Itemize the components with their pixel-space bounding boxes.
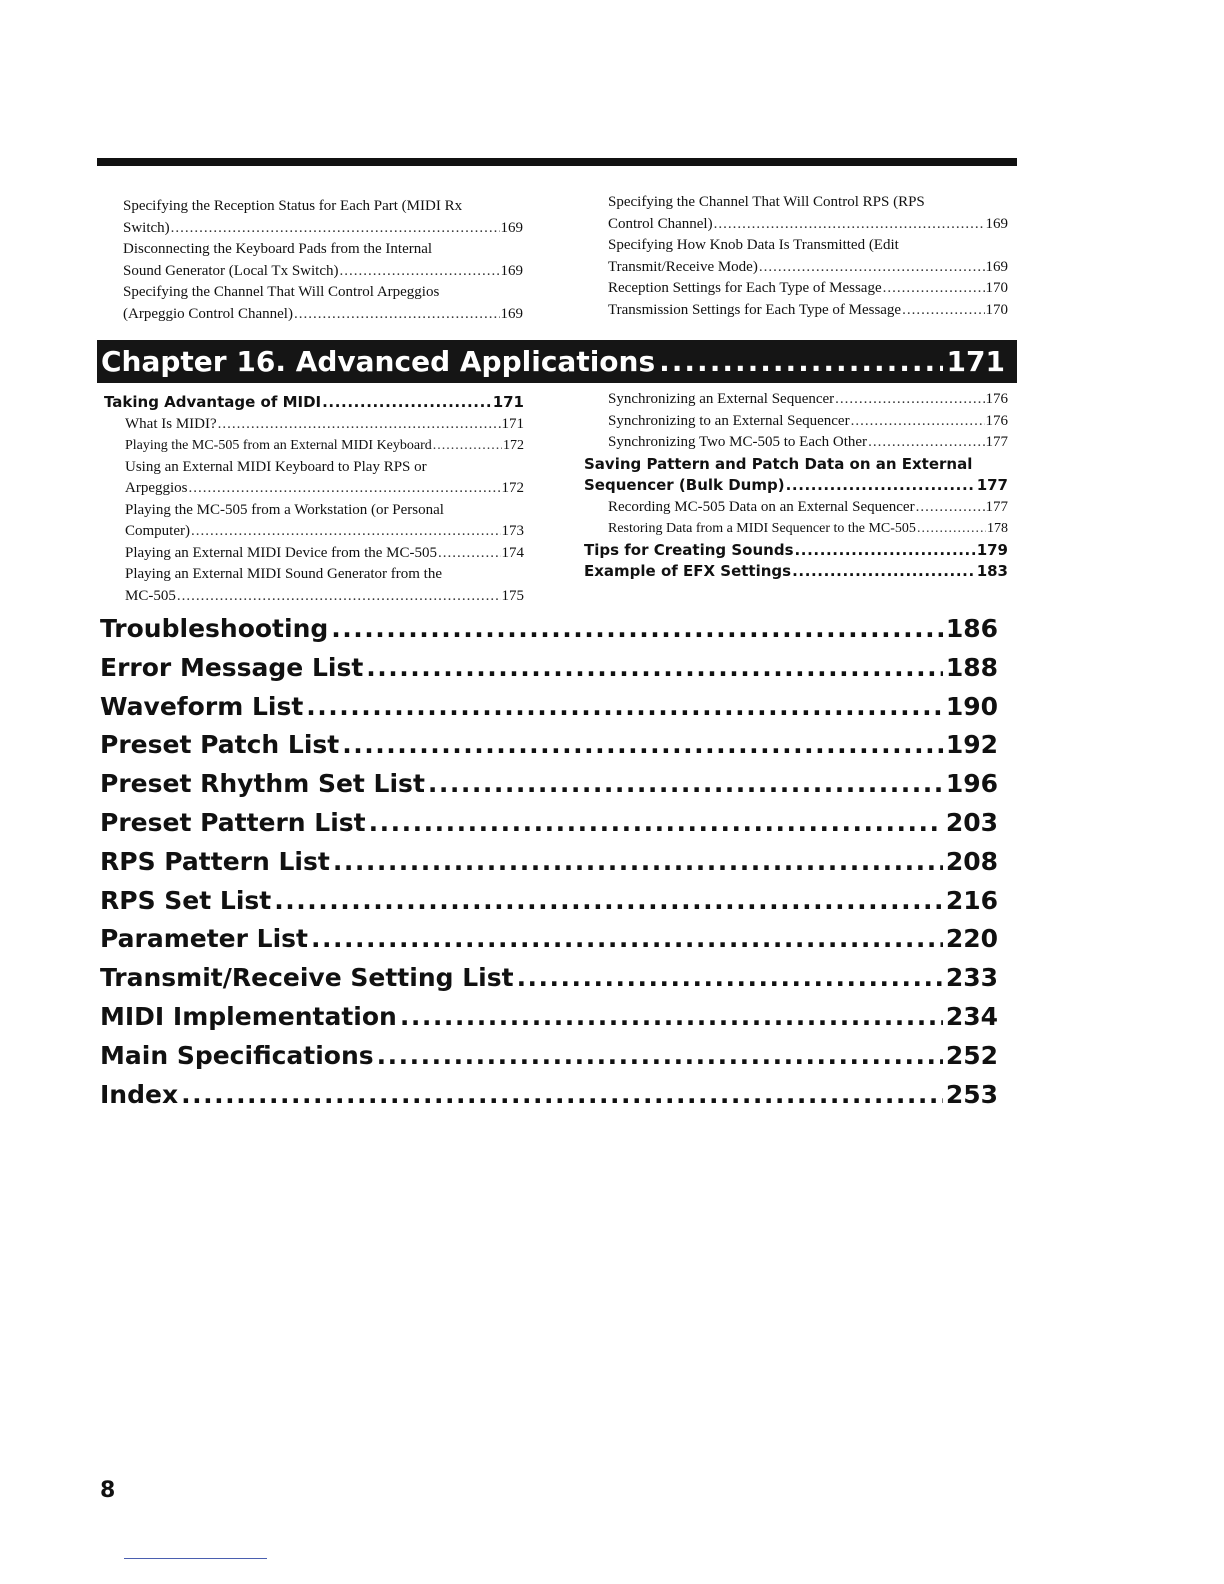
page-ref: 216 [945, 885, 998, 915]
toc-entry[interactable]: Restoring Data from a MIDI Sequencer to the MC-505 ..... 178 [584, 518, 1008, 540]
chapter-toc-right [584, 389, 1008, 583]
page-ref: 178 [987, 521, 1008, 536]
page-ref: 176 [985, 391, 1008, 407]
toc-entry[interactable]: Recording MC-505 Data on an External Sequencer ..... 177 [584, 497, 1008, 519]
page-ref: 170 [985, 280, 1008, 296]
page-ref: 177 [976, 476, 1008, 494]
chapter-heading[interactable] [97, 340, 1017, 383]
section-entry[interactable]: Error Message List ..... 188 [100, 653, 998, 692]
section-list [100, 614, 998, 1118]
toc-entry[interactable]: Specifying the Channel That Will Control Arpeggios (Arpeggio Control Channel) ..... 169 [123, 282, 523, 325]
page-ref: 190 [945, 691, 998, 721]
chapter-title: Chapter 16. Advanced Applications [101, 345, 656, 378]
section-entry[interactable]: RPS Pattern List ..... 208 [100, 847, 998, 886]
page-ref: 174 [501, 544, 524, 561]
toc-heading[interactable]: Example of EFX Settings ..... 183 [584, 561, 1008, 583]
toc-entry[interactable]: Specifying How Knob Data Is Transmitted (Edit Transmit/Receive Mode) ..... 169 [608, 235, 1008, 278]
toc-entry[interactable]: Synchronizing Two MC-505 to Each Other ..... 177 [584, 432, 1008, 454]
page-ref: 175 [501, 587, 524, 604]
section-entry[interactable]: Preset Pattern List ..... 203 [100, 808, 998, 847]
page-ref: 173 [501, 523, 524, 539]
page-ref: 233 [945, 963, 998, 993]
page-ref: 252 [945, 1040, 998, 1070]
section-entry[interactable]: Parameter List ..... 220 [100, 924, 998, 963]
page-ref: 220 [945, 924, 998, 954]
toc-entry[interactable]: Transmission Settings for Each Type of Message ..... 170 [608, 300, 1008, 322]
toc-entry[interactable]: Playing the MC-505 from a Workstation (or Personal Computer) ..... 173 [104, 500, 524, 543]
page-ref: 188 [945, 652, 998, 682]
section-entry[interactable]: Preset Rhythm Set List ..... 196 [100, 769, 998, 808]
toc-entry[interactable]: Using an External MIDI Keyboard to Play RPS or Arpeggios ..... 172 [104, 457, 524, 500]
toc-entry[interactable]: Specifying the Channel That Will Control RPS (RPS Control Channel) ..... 169 [608, 192, 1008, 235]
top-rule [97, 158, 1017, 166]
toc-continued-left [123, 196, 523, 325]
toc-heading[interactable]: Tips for Creating Sounds ..... 179 [584, 540, 1008, 562]
toc-heading[interactable]: Saving Pattern and Patch Data on an External Sequencer (Bulk Dump) ..... 177 [584, 454, 1008, 497]
page-ref: 192 [945, 730, 998, 760]
page-ref: 169 [500, 305, 523, 322]
bottom-rule [124, 1558, 267, 1559]
toc-entry[interactable]: Specifying the Reception Status for Each Part (MIDI Rx Switch) ..... 169 [123, 196, 523, 239]
page-ref: 171 [492, 393, 524, 411]
page-ref: 179 [976, 540, 1008, 559]
page-ref: 177 [985, 434, 1008, 450]
page-ref: 183 [976, 562, 1008, 580]
page-ref: 171 [501, 415, 524, 432]
page-ref: 208 [945, 846, 998, 876]
page-ref: 176 [985, 412, 1008, 429]
toc-entry[interactable]: Playing the MC-505 from an External MIDI Keyboard ..... 172 [104, 435, 524, 457]
page-ref: 203 [945, 807, 998, 837]
toc-entry[interactable]: Synchronizing to an External Sequencer ..... 176 [584, 411, 1008, 433]
section-entry[interactable]: Preset Patch List ..... 192 [100, 730, 998, 769]
toc-entry[interactable]: Disconnecting the Keyboard Pads from the Internal Sound Generator (Local Tx Switch) ..... 169 [123, 239, 523, 282]
page-ref: 170 [985, 301, 1008, 318]
chapter-page: 171 [946, 345, 1005, 378]
page-ref: 169 [500, 262, 523, 279]
toc-entry[interactable]: Playing an External MIDI Device from the MC-505 ..... 174 [104, 543, 524, 565]
toc-entry[interactable]: Reception Settings for Each Type of Message ..... 170 [608, 278, 1008, 300]
page-ref: 172 [503, 438, 524, 453]
page-ref: 169 [500, 219, 523, 236]
toc-heading[interactable]: Taking Advantage of MIDI ..... 171 [104, 392, 524, 414]
section-entry[interactable]: Index ..... 253 [100, 1080, 998, 1119]
section-entry[interactable]: Troubleshooting ..... 186 [100, 614, 998, 653]
page-number: 8 [100, 1478, 116, 1503]
page-ref: 234 [945, 1001, 998, 1031]
toc-entry[interactable]: What Is MIDI? ..... 171 [104, 414, 524, 436]
page-ref: 253 [945, 1079, 998, 1109]
section-entry[interactable]: Waveform List ..... 190 [100, 692, 998, 731]
section-entry[interactable]: Transmit/Receive Setting List ..... 233 [100, 963, 998, 1002]
toc-entry[interactable]: Playing an External MIDI Sound Generator from the MC-505 ..... 175 [104, 564, 524, 607]
chapter-toc-left [104, 392, 524, 607]
section-entry[interactable]: Main Specifications ..... 252 [100, 1041, 998, 1080]
page-ref: 177 [985, 498, 1008, 515]
page-ref: 169 [985, 215, 1008, 232]
page-ref: 186 [945, 614, 998, 643]
toc-entry[interactable]: Synchronizing an External Sequencer ..... 176 [584, 389, 1008, 411]
section-entry[interactable]: RPS Set List ..... 216 [100, 886, 998, 925]
page-ref: 196 [945, 769, 998, 799]
section-entry[interactable]: MIDI Implementation ..... 234 [100, 1002, 998, 1041]
toc-continued-right [608, 192, 1008, 321]
page-ref: 172 [501, 480, 524, 496]
page-ref: 169 [985, 258, 1008, 275]
